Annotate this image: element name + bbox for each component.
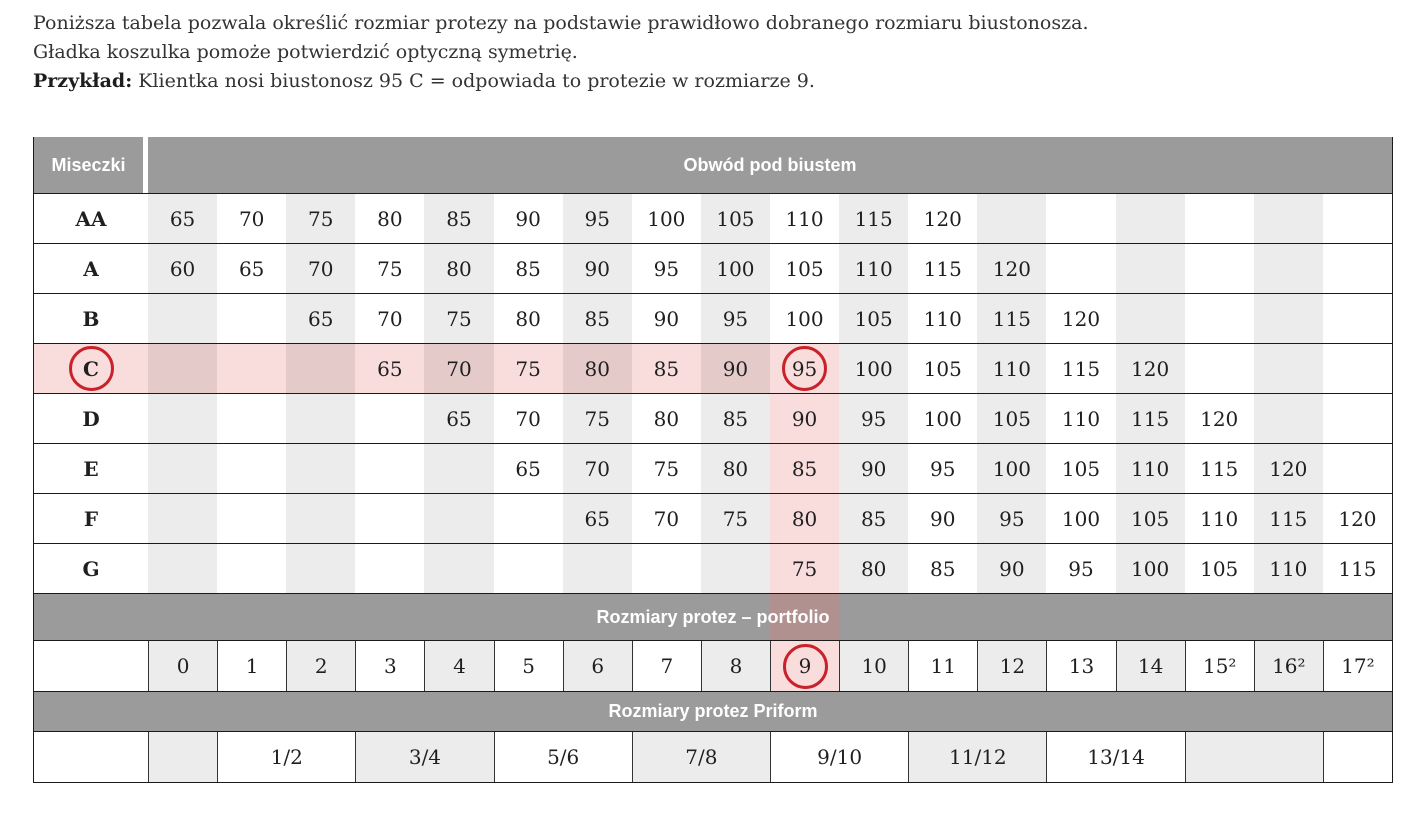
size-cell-E-16: 120	[1254, 444, 1323, 493]
size-cell-F-9: 80	[770, 494, 839, 543]
cup-label-C	[34, 344, 148, 393]
priform-sizes-row	[34, 731, 1392, 782]
size-cell-D-2	[286, 394, 355, 443]
priform-size-cell-3: 5/6	[494, 732, 632, 782]
size-cell-G-12: 90	[977, 544, 1046, 593]
size-cell-C-15	[1185, 344, 1254, 393]
highlight-circle-portfolio: 9	[783, 644, 828, 689]
priform-size-cell-0	[148, 732, 217, 782]
portfolio-size-cell-10: 10	[839, 641, 908, 691]
size-cell-B-2: 65	[286, 294, 355, 343]
size-cell-D-3	[355, 394, 424, 443]
size-cell-G-0	[148, 544, 217, 593]
size-cell-B-14	[1116, 294, 1185, 343]
portfolio-band	[34, 593, 1392, 640]
size-cell-AA-10: 115	[839, 194, 908, 243]
size-cell-C-2	[286, 344, 355, 393]
size-cell-E-7: 75	[653, 456, 680, 481]
size-cell-F-8: 75	[701, 494, 770, 543]
cup-row-G	[34, 543, 1392, 593]
size-cell-E-1	[217, 444, 286, 493]
size-cell-C-7: 85	[632, 344, 701, 393]
portfolio-band-label: Rozmiary protez – portfolio	[596, 606, 830, 627]
size-cell-E-12: 100	[977, 444, 1046, 493]
size-cell-C-10: 100	[839, 344, 908, 393]
size-cell-AA-13	[1046, 194, 1115, 243]
size-cell-A-6: 90	[563, 244, 632, 293]
size-cell-F-4	[424, 494, 493, 543]
size-cell-B-7: 90	[653, 306, 680, 331]
size-cell-AA-0: 65	[148, 194, 217, 243]
size-cell-AA-5: 90	[515, 206, 541, 231]
cup-label-G: G	[82, 556, 100, 581]
size-cell-G-17: 115	[1338, 556, 1377, 581]
size-cell-B-11: 110	[923, 306, 962, 331]
size-cell-AA-3: 80	[377, 206, 403, 231]
size-cell-AA-11: 120	[923, 206, 962, 231]
size-cell-C-11: 105	[923, 356, 962, 381]
highlight-circle-cup: C	[69, 346, 114, 391]
size-cell-F-7: 70	[653, 506, 680, 531]
intro-line-2: Gładka koszulka pomoże potwierdzić optyczną symetrię.	[33, 41, 578, 63]
example-label: Przykład:	[33, 70, 133, 92]
priform-band-label: Rozmiary protez Priform	[608, 701, 818, 721]
size-cell-E-15: 115	[1200, 456, 1239, 481]
size-cell-E-17	[1323, 444, 1392, 493]
example-text: Klientka nosi biustonosz 95 C = odpowiada to protezie w rozmiarze 9.	[132, 70, 815, 92]
size-cell-D-15: 120	[1200, 406, 1239, 431]
portfolio-size-cell-9	[770, 641, 839, 691]
size-cell-E-10: 90	[839, 444, 908, 493]
size-cell-AA-8: 105	[701, 194, 770, 243]
size-cell-A-17	[1323, 244, 1392, 293]
size-cell-D-9: 90	[770, 394, 839, 443]
intro-text	[33, 9, 1393, 96]
size-cell-F-6: 65	[563, 494, 632, 543]
portfolio-size-cell-4: 4	[424, 641, 493, 691]
size-cell-B-17	[1323, 294, 1392, 343]
cups-header-cell: Miseczki	[34, 137, 148, 193]
example-line	[33, 67, 1393, 96]
size-cell-G-13: 95	[1068, 556, 1094, 581]
priform-size-cell-7: 13/14	[1046, 732, 1184, 782]
size-cell-C-0	[148, 344, 217, 393]
cup-row-E	[34, 443, 1392, 493]
size-cell-AA-15	[1185, 194, 1254, 243]
size-table	[33, 137, 1393, 783]
size-cell-B-0	[148, 294, 217, 343]
size-cell-D-1	[217, 394, 286, 443]
size-cell-D-14: 115	[1116, 394, 1185, 443]
priform-size-cell-5: 9/10	[770, 732, 908, 782]
size-cell-D-11: 100	[923, 406, 962, 431]
size-cell-C-14: 120	[1116, 344, 1185, 393]
size-cell-A-9: 105	[785, 256, 824, 281]
size-cell-A-16	[1254, 244, 1323, 293]
size-cell-B-8: 95	[701, 294, 770, 343]
priform-size-cell-8	[1185, 732, 1323, 782]
size-cell-A-7: 95	[653, 256, 680, 281]
portfolio-size-cell-16: 16²	[1254, 641, 1323, 691]
size-cell-E-11: 95	[930, 456, 956, 481]
size-cell-C-9	[770, 344, 839, 393]
size-cell-F-0	[148, 494, 217, 543]
size-cell-E-5: 65	[515, 456, 541, 481]
cup-row-AA	[34, 193, 1392, 243]
size-cell-AA-1: 70	[238, 206, 265, 231]
portfolio-size-cell-15: 15²	[1185, 641, 1254, 691]
size-cell-F-3	[355, 494, 424, 543]
size-cell-D-5: 70	[515, 406, 541, 431]
size-cell-E-14: 110	[1116, 444, 1185, 493]
size-cell-AA-14	[1116, 194, 1185, 243]
size-cell-D-17	[1323, 394, 1392, 443]
size-cell-E-9: 85	[770, 444, 839, 493]
portfolio-size-cell-11: 11	[908, 641, 977, 691]
size-cell-AA-9: 110	[785, 206, 824, 231]
size-cell-F-14: 105	[1116, 494, 1185, 543]
portfolio-size-cell-7: 7	[632, 641, 701, 691]
size-cell-A-11: 115	[923, 256, 962, 281]
size-cell-B-1	[217, 294, 286, 343]
portfolio-size-cell-1: 1	[217, 641, 286, 691]
cup-rows-section	[34, 193, 1392, 593]
cup-label-B: B	[82, 306, 100, 331]
portfolio-size-cell-13: 13	[1046, 641, 1115, 691]
portfolio-size-cell-14: 14	[1116, 641, 1185, 691]
size-cell-F-16: 115	[1254, 494, 1323, 543]
cup-row-F	[34, 493, 1392, 543]
cup-label-A: A	[83, 256, 99, 281]
size-cell-E-8: 80	[701, 444, 770, 493]
size-cell-A-15	[1185, 244, 1254, 293]
size-cell-G-8	[701, 544, 770, 593]
size-cell-B-9: 100	[785, 306, 824, 331]
cup-row-D	[34, 393, 1392, 443]
size-cell-B-3: 70	[377, 306, 403, 331]
size-cell-D-4: 65	[424, 394, 493, 443]
priform-size-cell-4: 7/8	[632, 732, 770, 782]
size-cell-G-6	[563, 544, 632, 593]
size-cell-E-6: 70	[563, 444, 632, 493]
size-cell-G-7	[632, 544, 701, 593]
size-cell-F-12: 95	[977, 494, 1046, 543]
size-cell-F-5	[494, 494, 563, 543]
size-cell-A-8: 100	[701, 244, 770, 293]
size-cell-A-4: 80	[424, 244, 493, 293]
portfolio-size-cell-5: 5	[494, 641, 563, 691]
size-cell-G-16: 110	[1254, 544, 1323, 593]
size-cell-F-1	[217, 494, 286, 543]
portfolio-label-cell	[34, 641, 148, 691]
size-cell-B-12: 115	[977, 294, 1046, 343]
size-cell-D-13: 110	[1061, 406, 1101, 431]
size-cell-D-16	[1254, 394, 1323, 443]
size-cell-AA-17	[1323, 194, 1392, 243]
table-header-row	[34, 137, 1392, 193]
priform-size-cell-2: 3/4	[355, 732, 493, 782]
size-cell-B-13: 120	[1061, 306, 1101, 331]
size-cell-C-4: 70	[424, 344, 493, 393]
cup-label-F: F	[83, 506, 99, 531]
size-cell-F-17: 120	[1338, 506, 1377, 531]
size-cell-G-3	[355, 544, 424, 593]
size-cell-B-16	[1254, 294, 1323, 343]
size-cell-E-13: 105	[1061, 456, 1101, 481]
size-cell-C-5: 75	[494, 344, 563, 393]
size-cell-AA-16	[1254, 194, 1323, 243]
priform-size-cell-1: 1/2	[217, 732, 355, 782]
size-cell-A-10: 110	[839, 244, 908, 293]
size-cell-AA-4: 85	[424, 194, 493, 243]
cup-row-A	[34, 243, 1392, 293]
size-cell-F-13: 100	[1061, 506, 1101, 531]
size-cell-G-9: 75	[770, 544, 839, 593]
size-cell-B-10: 105	[839, 294, 908, 343]
size-cell-E-4	[424, 444, 493, 493]
size-cell-C-16	[1254, 344, 1323, 393]
cup-row-B	[34, 293, 1392, 343]
size-cell-A-14	[1116, 244, 1185, 293]
portfolio-size-cell-6: 6	[563, 641, 632, 691]
size-cell-B-4: 75	[424, 294, 493, 343]
size-cell-G-5	[494, 544, 563, 593]
portfolio-size-cell-0: 0	[148, 641, 217, 691]
size-cell-E-3	[355, 444, 424, 493]
size-cell-A-5: 85	[515, 256, 541, 281]
size-cell-D-10: 95	[839, 394, 908, 443]
underbust-header-cell: Obwód pod biustem	[148, 137, 1392, 193]
size-cell-F-2	[286, 494, 355, 543]
size-cell-G-10: 80	[839, 544, 908, 593]
priform-label-cell	[34, 732, 148, 782]
portfolio-sizes-row	[34, 640, 1392, 691]
size-cell-C-3: 65	[355, 344, 424, 393]
size-cell-F-11: 90	[930, 506, 956, 531]
cup-label-D: D	[82, 406, 100, 431]
size-cell-B-6: 85	[563, 294, 632, 343]
size-cell-D-12: 105	[977, 394, 1046, 443]
priform-band	[34, 691, 1392, 731]
size-cell-B-15	[1185, 294, 1254, 343]
size-cell-A-0: 60	[148, 244, 217, 293]
size-cell-A-12: 120	[977, 244, 1046, 293]
size-cell-G-15: 105	[1200, 556, 1239, 581]
size-cell-C-12: 110	[977, 344, 1046, 393]
portfolio-size-cell-8: 8	[701, 641, 770, 691]
size-cell-C-17	[1323, 344, 1392, 393]
size-cell-F-15: 110	[1200, 506, 1239, 531]
size-cell-A-13	[1046, 244, 1115, 293]
size-cell-A-1: 65	[238, 256, 265, 281]
portfolio-size-cell-17: 17²	[1323, 641, 1392, 691]
size-cell-AA-2: 75	[286, 194, 355, 243]
cup-label-AA: AA	[75, 206, 107, 231]
size-cell-D-7: 80	[653, 406, 680, 431]
size-cell-D-8: 85	[701, 394, 770, 443]
size-cell-G-1	[217, 544, 286, 593]
size-cell-G-11: 85	[930, 556, 956, 581]
highlight-circle-band-size: 95	[782, 346, 827, 391]
size-cell-G-2	[286, 544, 355, 593]
portfolio-size-cell-12: 12	[977, 641, 1046, 691]
size-cell-A-2: 70	[286, 244, 355, 293]
cup-label-E: E	[83, 456, 99, 481]
size-cell-A-3: 75	[377, 256, 403, 281]
size-cell-C-13: 115	[1061, 356, 1101, 381]
portfolio-size-cell-2: 2	[286, 641, 355, 691]
priform-size-cell-9	[1323, 732, 1392, 782]
size-cell-E-2	[286, 444, 355, 493]
size-cell-D-0	[148, 394, 217, 443]
cup-row-C	[34, 343, 1392, 393]
size-cell-B-5: 80	[515, 306, 541, 331]
size-cell-D-6: 75	[563, 394, 632, 443]
size-cell-AA-6: 95	[563, 194, 632, 243]
priform-size-cell-6: 11/12	[908, 732, 1046, 782]
size-cell-C-6: 80	[563, 344, 632, 393]
size-cell-AA-7: 100	[647, 206, 686, 231]
size-cell-C-1	[217, 344, 286, 393]
size-cell-C-8: 90	[701, 344, 770, 393]
size-cell-E-0	[148, 444, 217, 493]
portfolio-size-cell-3: 3	[355, 641, 424, 691]
intro-line-1: Poniższa tabela pozwala określić rozmiar protezy na podstawie prawidłowo dobranego rozmiaru biustonosza.	[33, 12, 1089, 34]
size-cell-G-14: 100	[1116, 544, 1185, 593]
size-cell-G-4	[424, 544, 493, 593]
size-cell-F-10: 85	[839, 494, 908, 543]
size-cell-AA-12	[977, 194, 1046, 243]
